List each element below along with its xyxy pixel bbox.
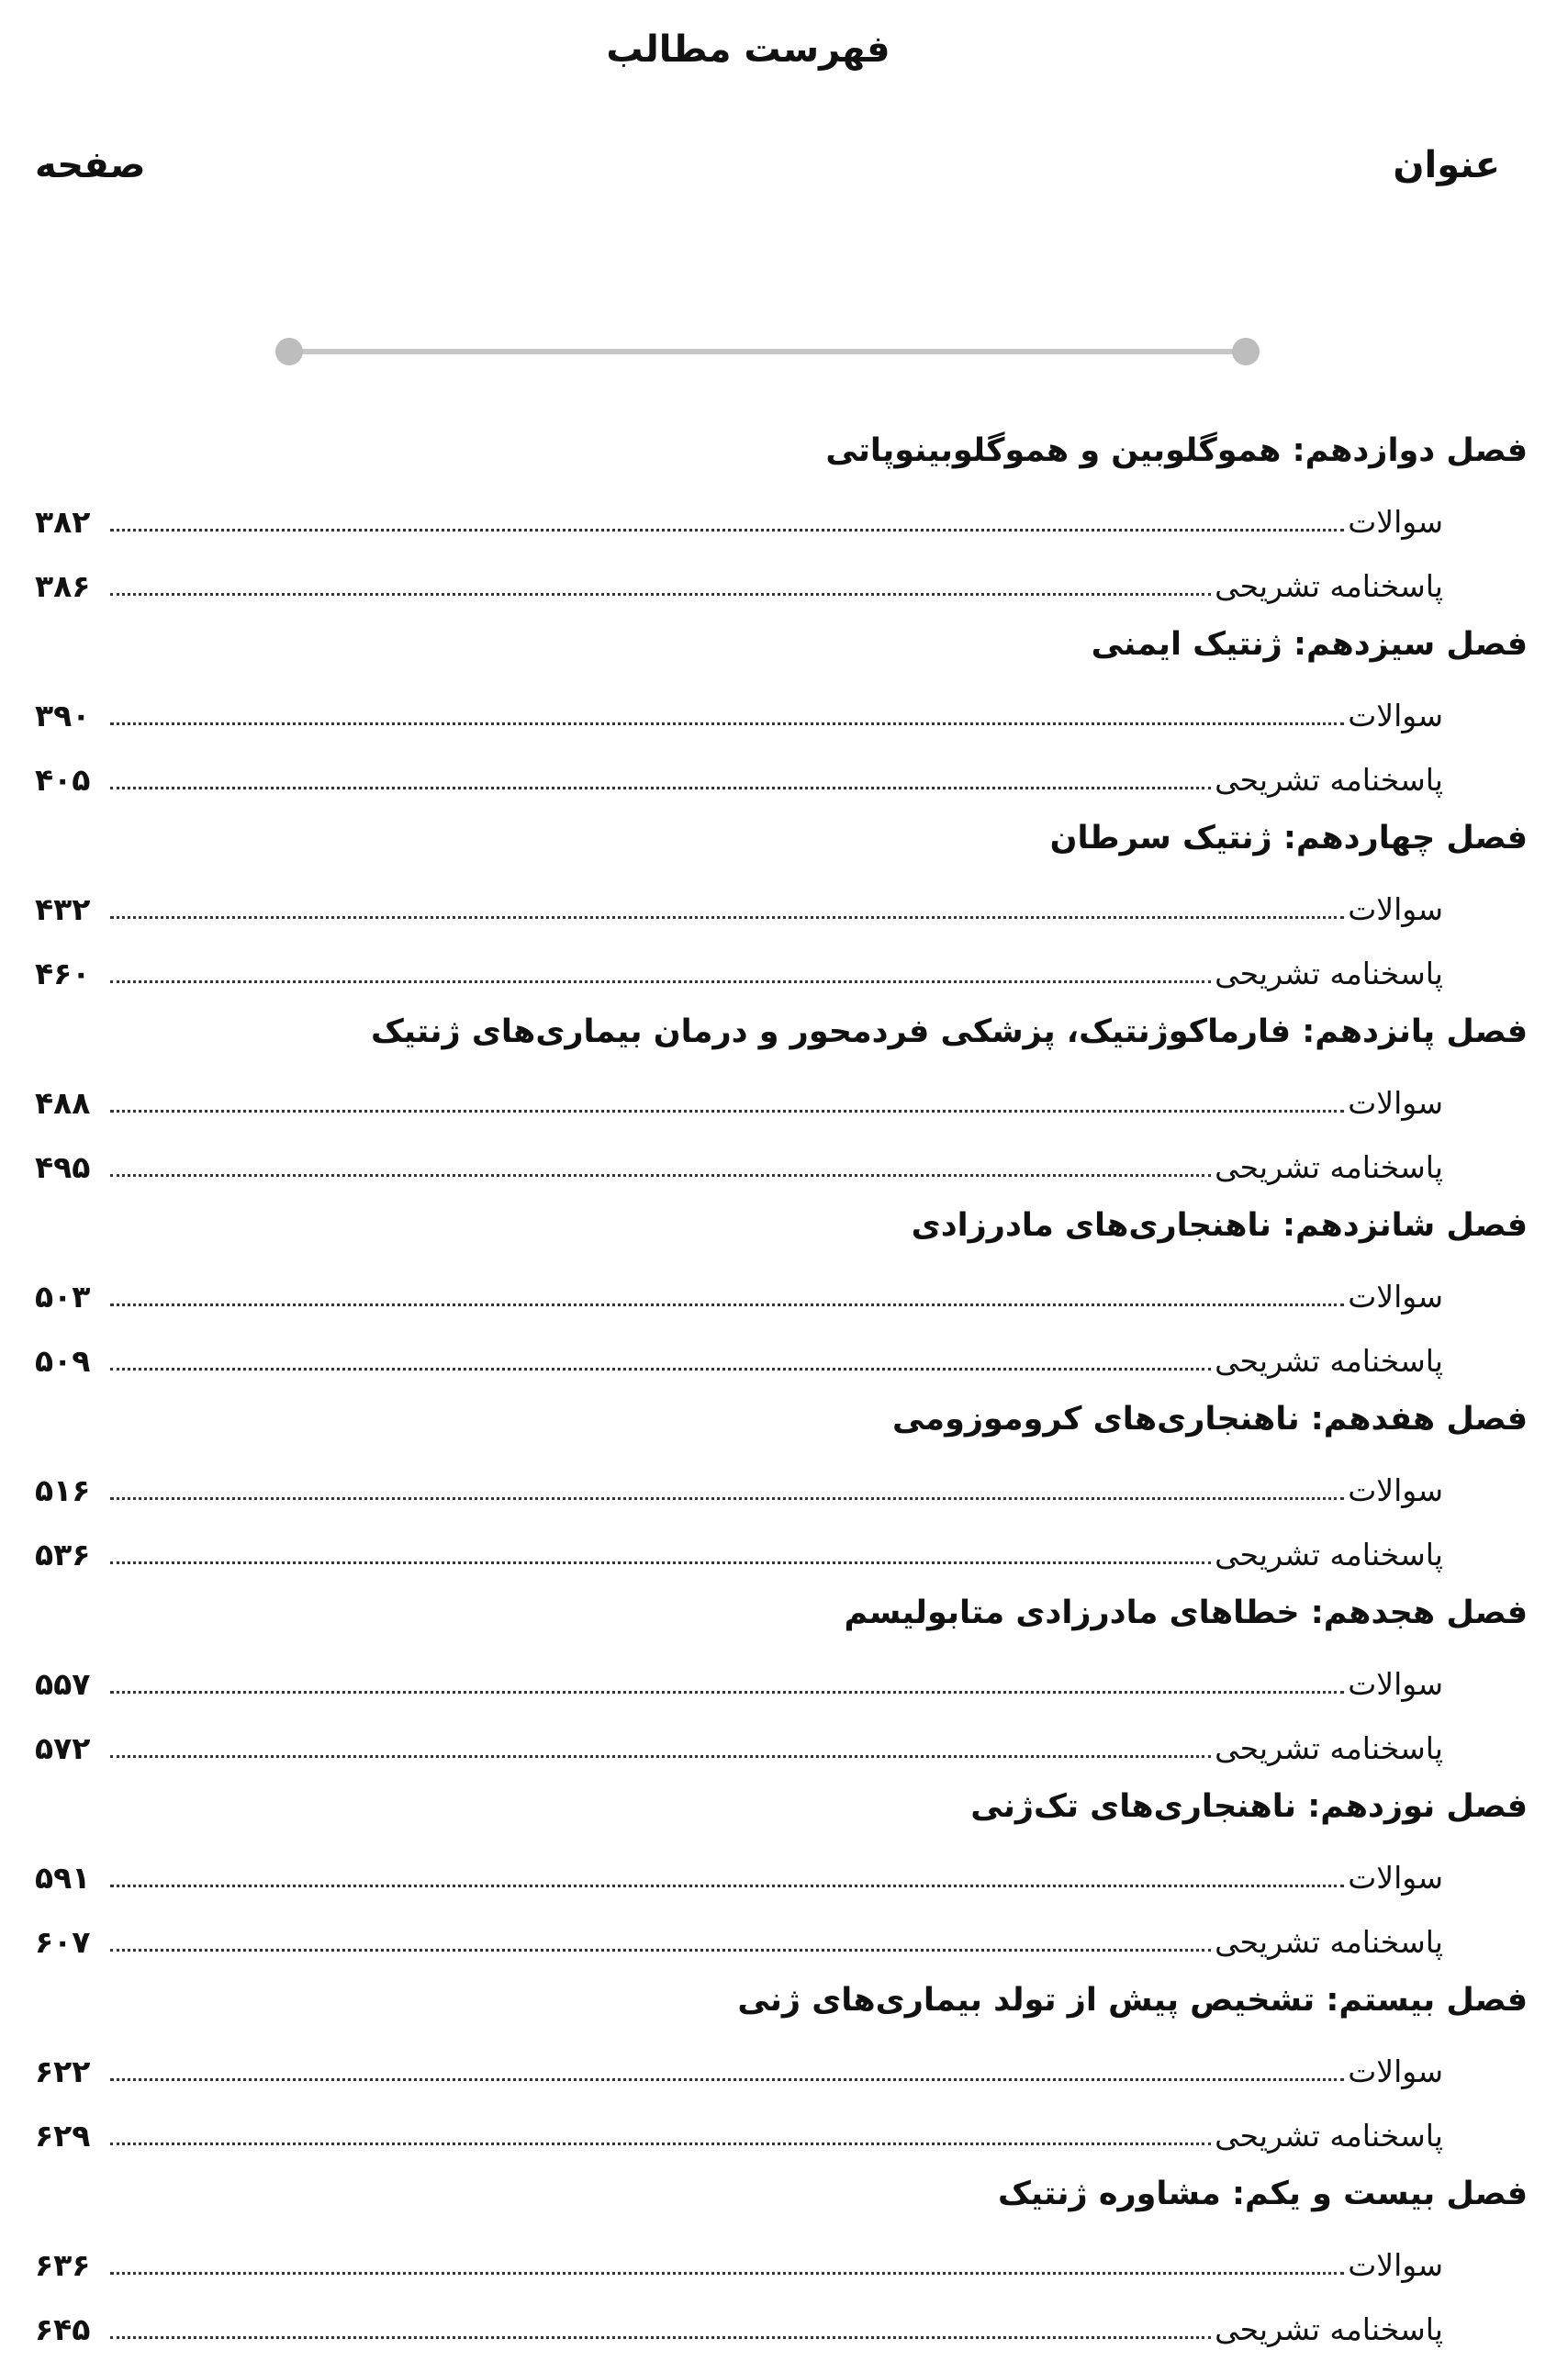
toc-entry-label: پاسخنامه تشریحی bbox=[1215, 1343, 1443, 1379]
dot-leader bbox=[110, 916, 1344, 919]
toc-entry-answers[interactable] bbox=[35, 1323, 1528, 1387]
toc-entry-questions[interactable] bbox=[35, 871, 1528, 935]
toc-entry-answers[interactable] bbox=[35, 1904, 1528, 1968]
chapter-title[interactable]: فصل نوزدهم: ناهنجاری‌های تک‌ژنی bbox=[970, 1788, 1528, 1825]
dot-leader bbox=[110, 980, 1211, 983]
toc-entry-answers[interactable] bbox=[35, 548, 1528, 612]
toc-entry-label: سوالات bbox=[1348, 2053, 1443, 2089]
toc-entry-label: پاسخنامه تشریحی bbox=[1215, 1924, 1443, 1960]
toc-entry-answers[interactable] bbox=[35, 2098, 1528, 2162]
dot-leader bbox=[110, 593, 1211, 596]
chapter-title[interactable]: فصل هجدهم: خطاهای مادرزادی متابولیسم bbox=[844, 1595, 1528, 1631]
toc-entry-label: پاسخنامه تشریحی bbox=[1215, 956, 1443, 991]
toc-entry-questions[interactable] bbox=[35, 1840, 1528, 1904]
dot-leader bbox=[110, 1497, 1344, 1500]
chapter-title[interactable]: فصل بیستم: تشخیص پیش از تولد بیماری‌های ژنی bbox=[737, 1982, 1528, 2019]
chapter-section bbox=[35, 1774, 1528, 1968]
toc-entry-page-number: ۵۷۲ bbox=[35, 1730, 91, 1766]
toc-entry-questions[interactable] bbox=[35, 1646, 1528, 1710]
toc-entry-label: سوالات bbox=[1348, 504, 1443, 540]
toc-entry-answers[interactable] bbox=[35, 1129, 1528, 1193]
column-heading-page: صفحه bbox=[35, 144, 146, 186]
dot-leader bbox=[110, 787, 1211, 789]
toc-entry-questions[interactable] bbox=[35, 1452, 1528, 1516]
toc-entry-label: سوالات bbox=[1348, 1085, 1443, 1121]
toc-entry-page-number: ۶۲۹ bbox=[35, 2118, 91, 2154]
dot-leader bbox=[110, 2336, 1211, 2339]
toc-entry-label: سوالات bbox=[1348, 2247, 1443, 2283]
dot-leader bbox=[110, 1368, 1211, 1371]
dot-leader bbox=[110, 1110, 1344, 1113]
toc-entry-page-number: ۴۶۰ bbox=[35, 956, 91, 991]
dot-leader bbox=[110, 1304, 1344, 1306]
chapter-title[interactable]: فصل چهاردهم: ژنتیک سرطان bbox=[1049, 820, 1528, 856]
chapter-section bbox=[35, 2162, 1528, 2355]
dot-leader bbox=[110, 1885, 1344, 1887]
toc-entry-page-number: ۳۹۰ bbox=[35, 698, 91, 733]
toc-entry-label: پاسخنامه تشریحی bbox=[1215, 1537, 1443, 1572]
toc-entry-page-number: ۳۸۲ bbox=[35, 504, 91, 540]
divider-dot-right bbox=[1232, 338, 1260, 365]
toc-entry-page-number: ۴۰۵ bbox=[35, 762, 91, 798]
toc-entry-questions[interactable] bbox=[35, 1065, 1528, 1129]
toc-entry-questions[interactable] bbox=[35, 484, 1528, 548]
toc-entry-label: سوالات bbox=[1348, 891, 1443, 927]
dot-leader bbox=[110, 2078, 1344, 2081]
toc-entry-questions[interactable] bbox=[35, 2033, 1528, 2098]
toc-entry-page-number: ۴۳۲ bbox=[35, 891, 91, 927]
toc-entry-label: سوالات bbox=[1348, 1666, 1443, 1702]
chapter-title[interactable]: فصل بیست و یکم: مشاوره ژنتیک bbox=[997, 2176, 1528, 2212]
toc-entry-page-number: ۴۹۵ bbox=[35, 1149, 91, 1185]
toc-entry-label: پاسخنامه تشریحی bbox=[1215, 568, 1443, 604]
dot-leader bbox=[110, 1691, 1344, 1694]
dot-leader bbox=[110, 1561, 1211, 1564]
chapter-section bbox=[35, 612, 1528, 806]
toc-entry-questions[interactable] bbox=[35, 677, 1528, 742]
toc-entry-label: پاسخنامه تشریحی bbox=[1215, 1730, 1443, 1766]
chapter-section bbox=[35, 1387, 1528, 1581]
dot-leader bbox=[110, 1755, 1211, 1758]
chapter-title[interactable]: فصل سیزدهم: ژنتیک ایمنی bbox=[1091, 626, 1528, 663]
toc-entry-label: پاسخنامه تشریحی bbox=[1215, 1149, 1443, 1185]
toc-entry-page-number: ۵۳۶ bbox=[35, 1537, 91, 1572]
toc-entry-answers[interactable] bbox=[35, 2291, 1528, 2355]
toc-entry-label: سوالات bbox=[1348, 698, 1443, 733]
toc-entry-answers[interactable] bbox=[35, 935, 1528, 1000]
toc-entry-page-number: ۵۰۳ bbox=[35, 1279, 91, 1315]
toc-entry-answers[interactable] bbox=[35, 1710, 1528, 1774]
toc-entry-page-number: ۵۹۱ bbox=[35, 1860, 91, 1896]
chapter-title[interactable]: فصل هفدهم: ناهنجاری‌های کروموزومی bbox=[892, 1401, 1528, 1438]
chapter-title[interactable]: فصل پانزدهم: فارماکوژنتیک، پزشکی فردمحور و درمان بیماری‌های ژنتیک bbox=[370, 1013, 1528, 1050]
toc-entry-label: سوالات bbox=[1348, 1279, 1443, 1315]
chapter-section bbox=[35, 1000, 1528, 1193]
toc-entry-page-number: ۳۸۶ bbox=[35, 568, 91, 604]
toc-entry-label: پاسخنامه تشریحی bbox=[1215, 762, 1443, 798]
chapter-section bbox=[35, 1968, 1528, 2162]
toc-entry-questions[interactable] bbox=[35, 2227, 1528, 2291]
toc-entry-label: سوالات bbox=[1348, 1472, 1443, 1508]
chapter-section bbox=[35, 419, 1528, 612]
toc-entry-page-number: ۵۱۶ bbox=[35, 1472, 91, 1508]
column-heading-title: عنوان bbox=[1393, 144, 1500, 186]
toc-entry-label: پاسخنامه تشریحی bbox=[1215, 2311, 1443, 2347]
table-of-contents bbox=[35, 419, 1528, 2355]
page-title: فهرست مطالب bbox=[606, 28, 890, 71]
dot-leader bbox=[110, 1174, 1211, 1177]
divider-dot-left bbox=[275, 338, 303, 365]
dot-leader bbox=[110, 2143, 1211, 2145]
toc-entry-page-number: ۵۵۷ bbox=[35, 1666, 91, 1702]
toc-entry-label: پاسخنامه تشریحی bbox=[1215, 2118, 1443, 2154]
toc-entry-page-number: ۶۴۵ bbox=[35, 2311, 91, 2347]
chapter-section bbox=[35, 1581, 1528, 1774]
decorative-divider bbox=[275, 338, 1260, 365]
toc-entry-page-number: ۶۲۲ bbox=[35, 2053, 91, 2089]
toc-entry-answers[interactable] bbox=[35, 1516, 1528, 1581]
toc-entry-page-number: ۶۰۷ bbox=[35, 1924, 91, 1960]
chapter-section bbox=[35, 806, 1528, 1000]
toc-entry-page-number: ۴۸۸ bbox=[35, 1085, 91, 1121]
toc-entry-page-number: ۵۰۹ bbox=[35, 1343, 91, 1379]
dot-leader bbox=[110, 722, 1344, 725]
chapter-title[interactable]: فصل شانزدهم: ناهنجاری‌های مادرزادی bbox=[911, 1207, 1528, 1244]
chapter-section bbox=[35, 1193, 1528, 1387]
toc-entry-questions[interactable] bbox=[35, 1259, 1528, 1323]
dot-leader bbox=[110, 2272, 1344, 2275]
divider-line bbox=[288, 349, 1247, 354]
chapter-title[interactable]: فصل دوازدهم: هموگلوبین و هموگلوبینوپاتی bbox=[825, 432, 1528, 469]
dot-leader bbox=[110, 529, 1344, 532]
toc-entry-answers[interactable] bbox=[35, 742, 1528, 806]
dot-leader bbox=[110, 1949, 1211, 1952]
toc-entry-label: سوالات bbox=[1348, 1860, 1443, 1896]
toc-entry-page-number: ۶۳۶ bbox=[35, 2247, 91, 2283]
